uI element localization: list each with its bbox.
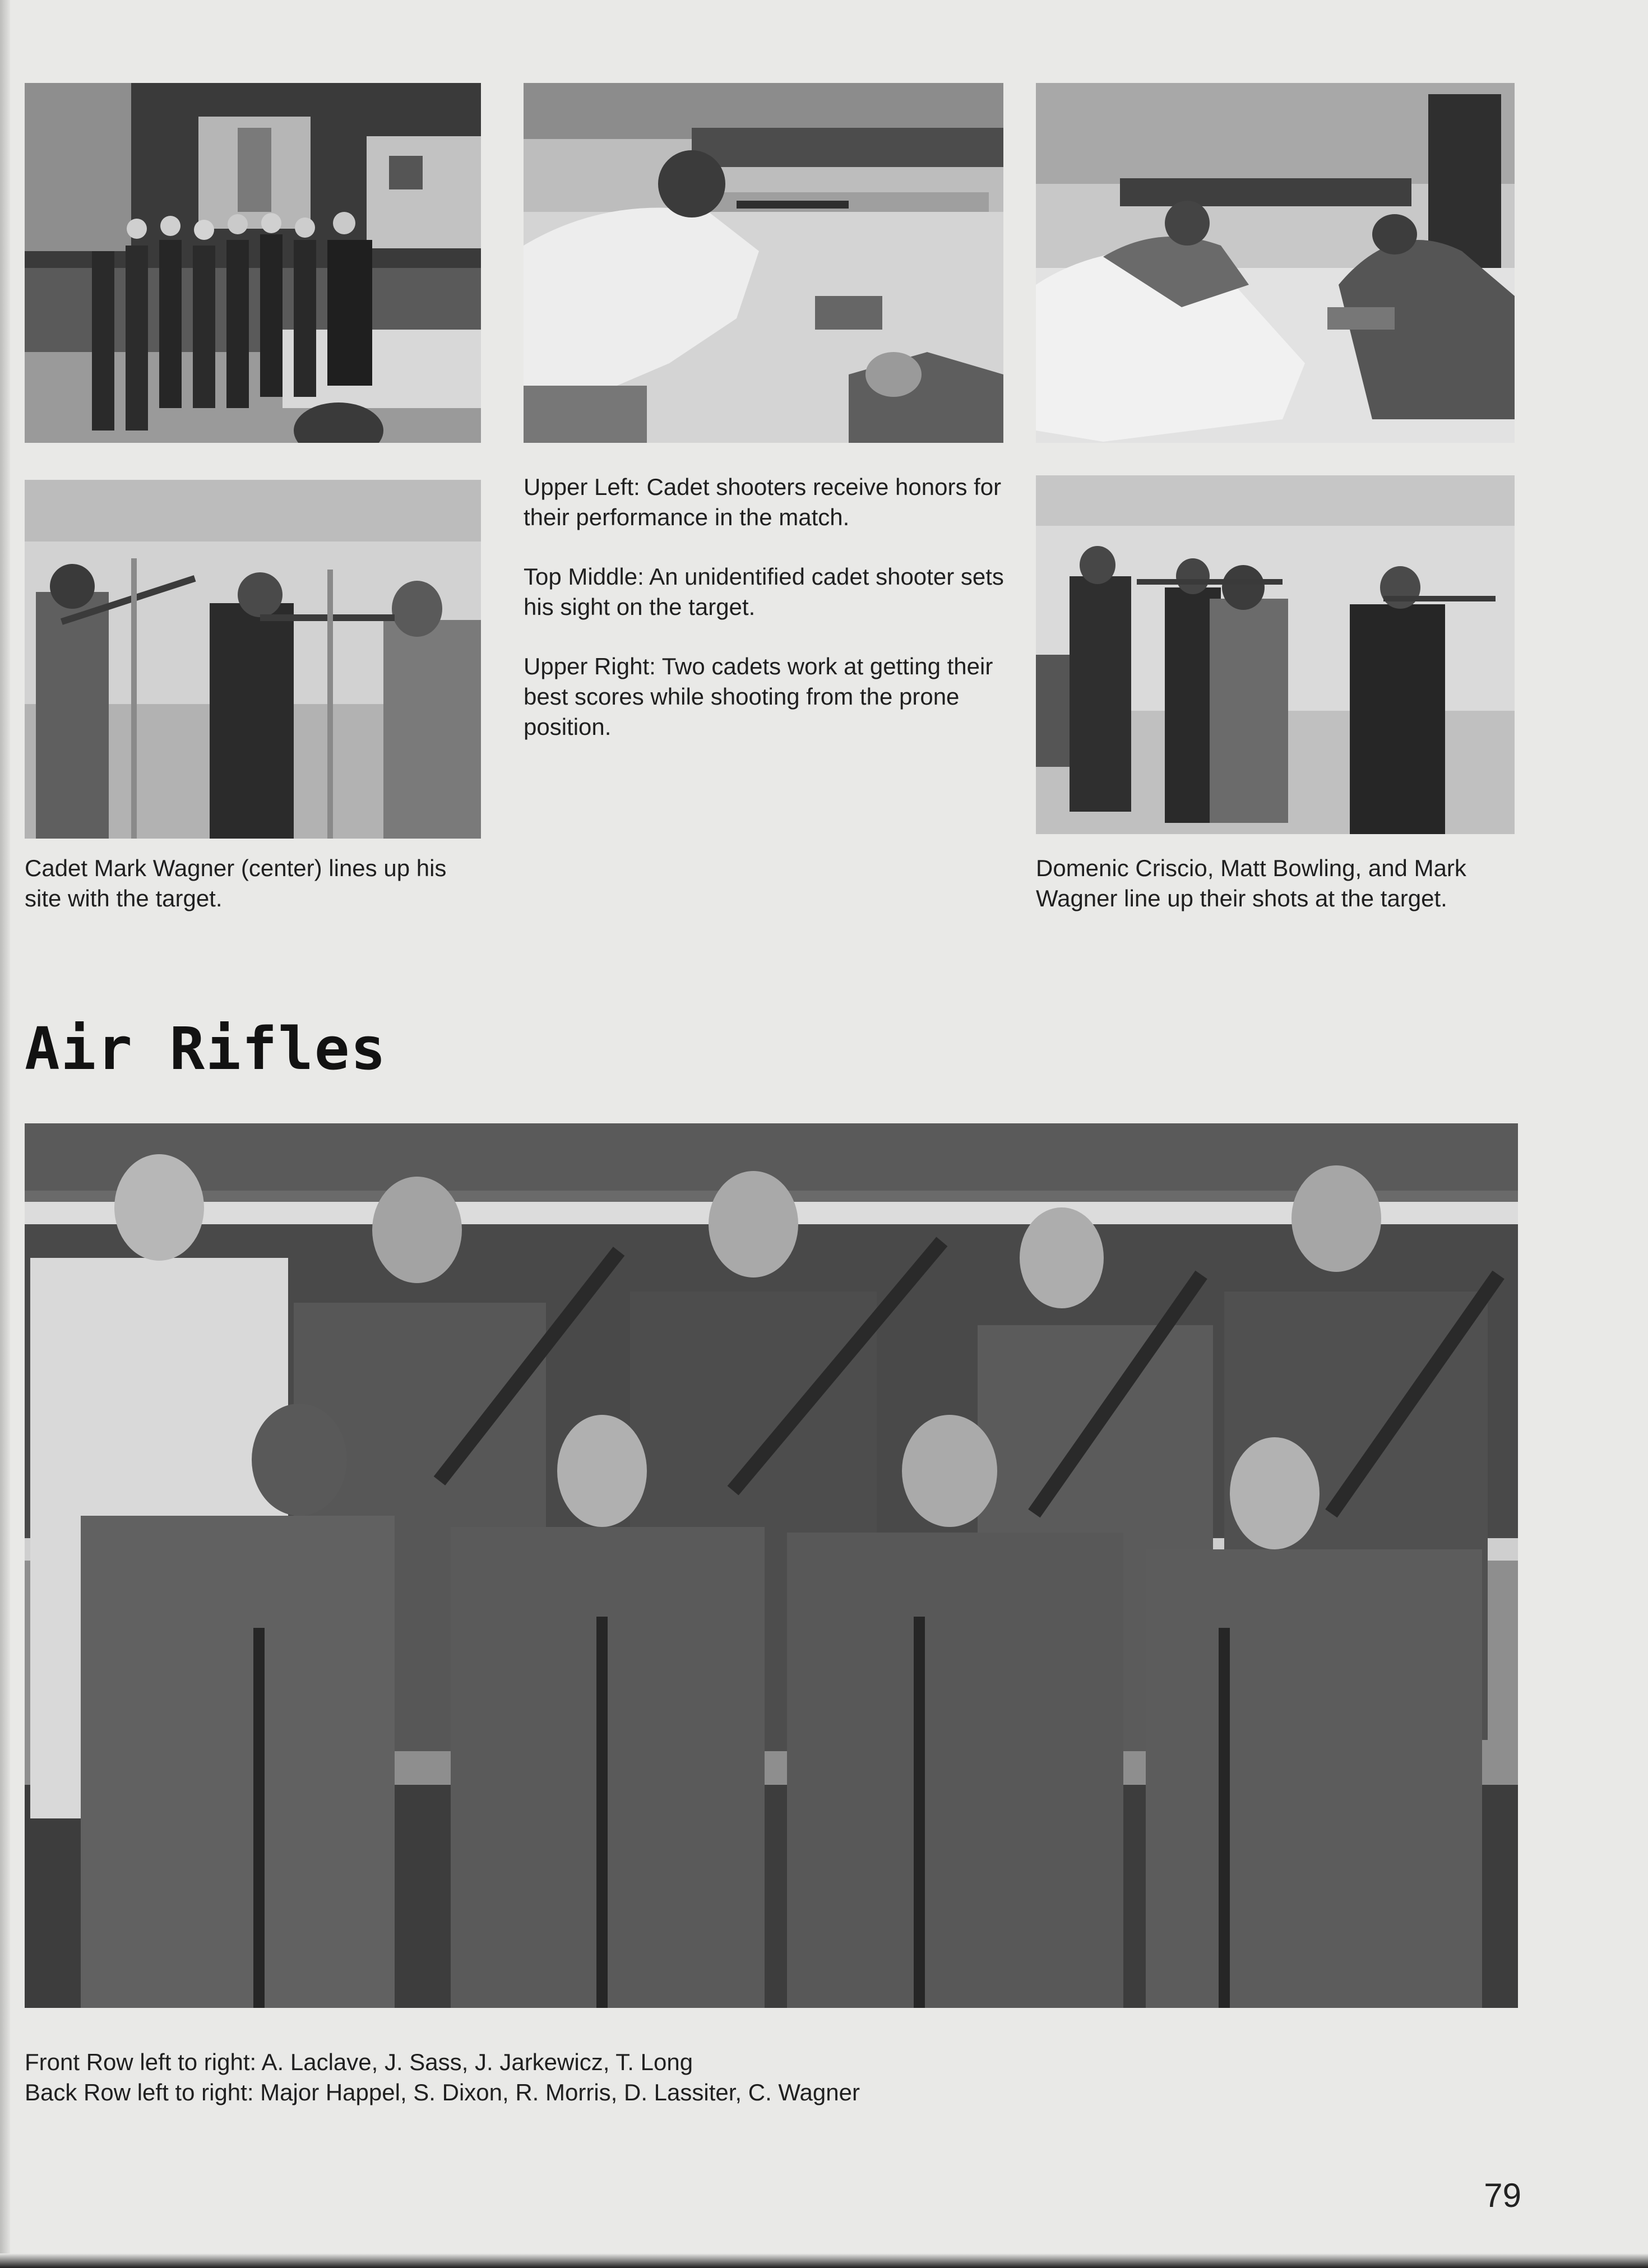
caption-top-middle: Top Middle: An unidentified cadet shooter sets his sight on the target. xyxy=(524,563,1004,620)
caption-upper-right: Upper Right: Two cadets work at getting their best scores while shooting from the prone position. xyxy=(524,653,993,740)
caption-mid-left: Cadet Mark Wagner (center) lines up his site with the target. xyxy=(25,855,447,911)
photo-upper-right xyxy=(1036,83,1515,443)
photo-team xyxy=(25,1123,1518,2008)
photo-top-middle xyxy=(524,83,1003,443)
page-edge xyxy=(0,2253,1648,2268)
photo-mid-left xyxy=(25,480,481,839)
grid-captions xyxy=(524,472,1006,771)
photo-mid-right xyxy=(1036,475,1515,834)
caption-mid-right: Domenic Criscio, Matt Bowling, and Mark Wagner line up their shots at the target. xyxy=(1036,855,1466,911)
caption-team-front: Front Row left to right: A. Laclave, J. Sass, J. Jarkewicz, T. Long xyxy=(25,2049,693,2075)
page-number: 79 xyxy=(1484,2177,1521,2214)
caption-team-back: Back Row left to right: Major Happel, S. Dixon, R. Morris, D. Lassiter, C. Wagner xyxy=(25,2079,860,2105)
binding-shadow xyxy=(0,0,10,2268)
caption-upper-left: Upper Left: Cadet shooters receive honors for their performance in the match. xyxy=(524,474,1002,530)
photo-upper-left xyxy=(25,83,481,443)
section-heading: Air Rifles xyxy=(25,1015,387,1083)
